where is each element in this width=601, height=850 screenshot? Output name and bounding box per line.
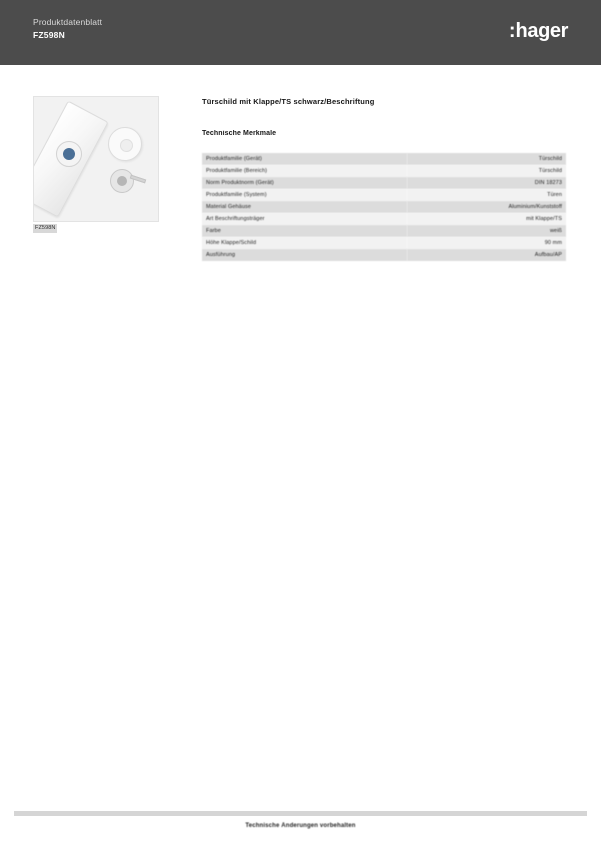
spec-value: weiß — [407, 225, 566, 237]
footer-divider — [14, 811, 587, 816]
spec-key: Norm Produktnorm (Gerät) — [202, 177, 407, 189]
spec-value: Türschild — [407, 165, 566, 177]
header-title-block — [33, 16, 102, 41]
technical-specs-body — [202, 153, 566, 261]
table-row — [202, 153, 566, 165]
logo-wordmark: hager — [515, 20, 568, 42]
product-photo — [33, 96, 159, 222]
logo-colon-mark: : — [508, 20, 516, 42]
table-row — [202, 237, 566, 249]
technical-specs-table — [202, 153, 566, 261]
spec-key: Produktfamilie (Bereich) — [202, 165, 407, 177]
table-row — [202, 201, 566, 213]
main-content — [202, 96, 566, 261]
table-row — [202, 177, 566, 189]
spec-key: Produktfamilie (System) — [202, 189, 407, 201]
spec-value: Türschild — [407, 153, 566, 165]
cylinder-ring-shape — [56, 141, 82, 167]
page-title: Türschild mit Klappe/TS schwarz/Beschriftung — [202, 97, 375, 106]
spec-key: Höhe Klappe/Schild — [202, 237, 407, 249]
table-row — [202, 249, 566, 261]
spec-key: Farbe — [202, 225, 407, 237]
spec-value: Aluminium/Kunststoff — [407, 201, 566, 213]
spec-key: Material Gehäuse — [202, 201, 407, 213]
spec-value: Aufbau/AP — [407, 249, 566, 261]
footer-disclaimer: Technische Änderungen vorbehalten — [245, 823, 356, 829]
spec-value: DIN 18273 — [407, 177, 566, 189]
spec-value: 90 mm — [407, 237, 566, 249]
document-reference: FZ598N — [33, 30, 65, 40]
spec-value: mit Klappe/TS — [407, 213, 566, 225]
section-heading-technical-features: Technische Merkmale — [202, 130, 277, 137]
hager-logo — [509, 19, 568, 43]
spec-key: Ausführung — [202, 249, 407, 261]
lock-mechanism-shape — [110, 169, 134, 193]
table-row — [202, 189, 566, 201]
document-kind-label: Produktdatenblatt — [33, 17, 103, 27]
table-row — [202, 213, 566, 225]
rosette-disc-shape — [108, 127, 142, 161]
spec-key: Produktfamilie (Gerät) — [202, 153, 407, 165]
spec-value: Türen — [407, 189, 566, 201]
page-header — [0, 0, 601, 65]
figure-caption: FZ598N — [35, 225, 56, 231]
table-row — [202, 225, 566, 237]
spec-key: Art Beschriftungsträger — [202, 213, 407, 225]
table-row — [202, 165, 566, 177]
